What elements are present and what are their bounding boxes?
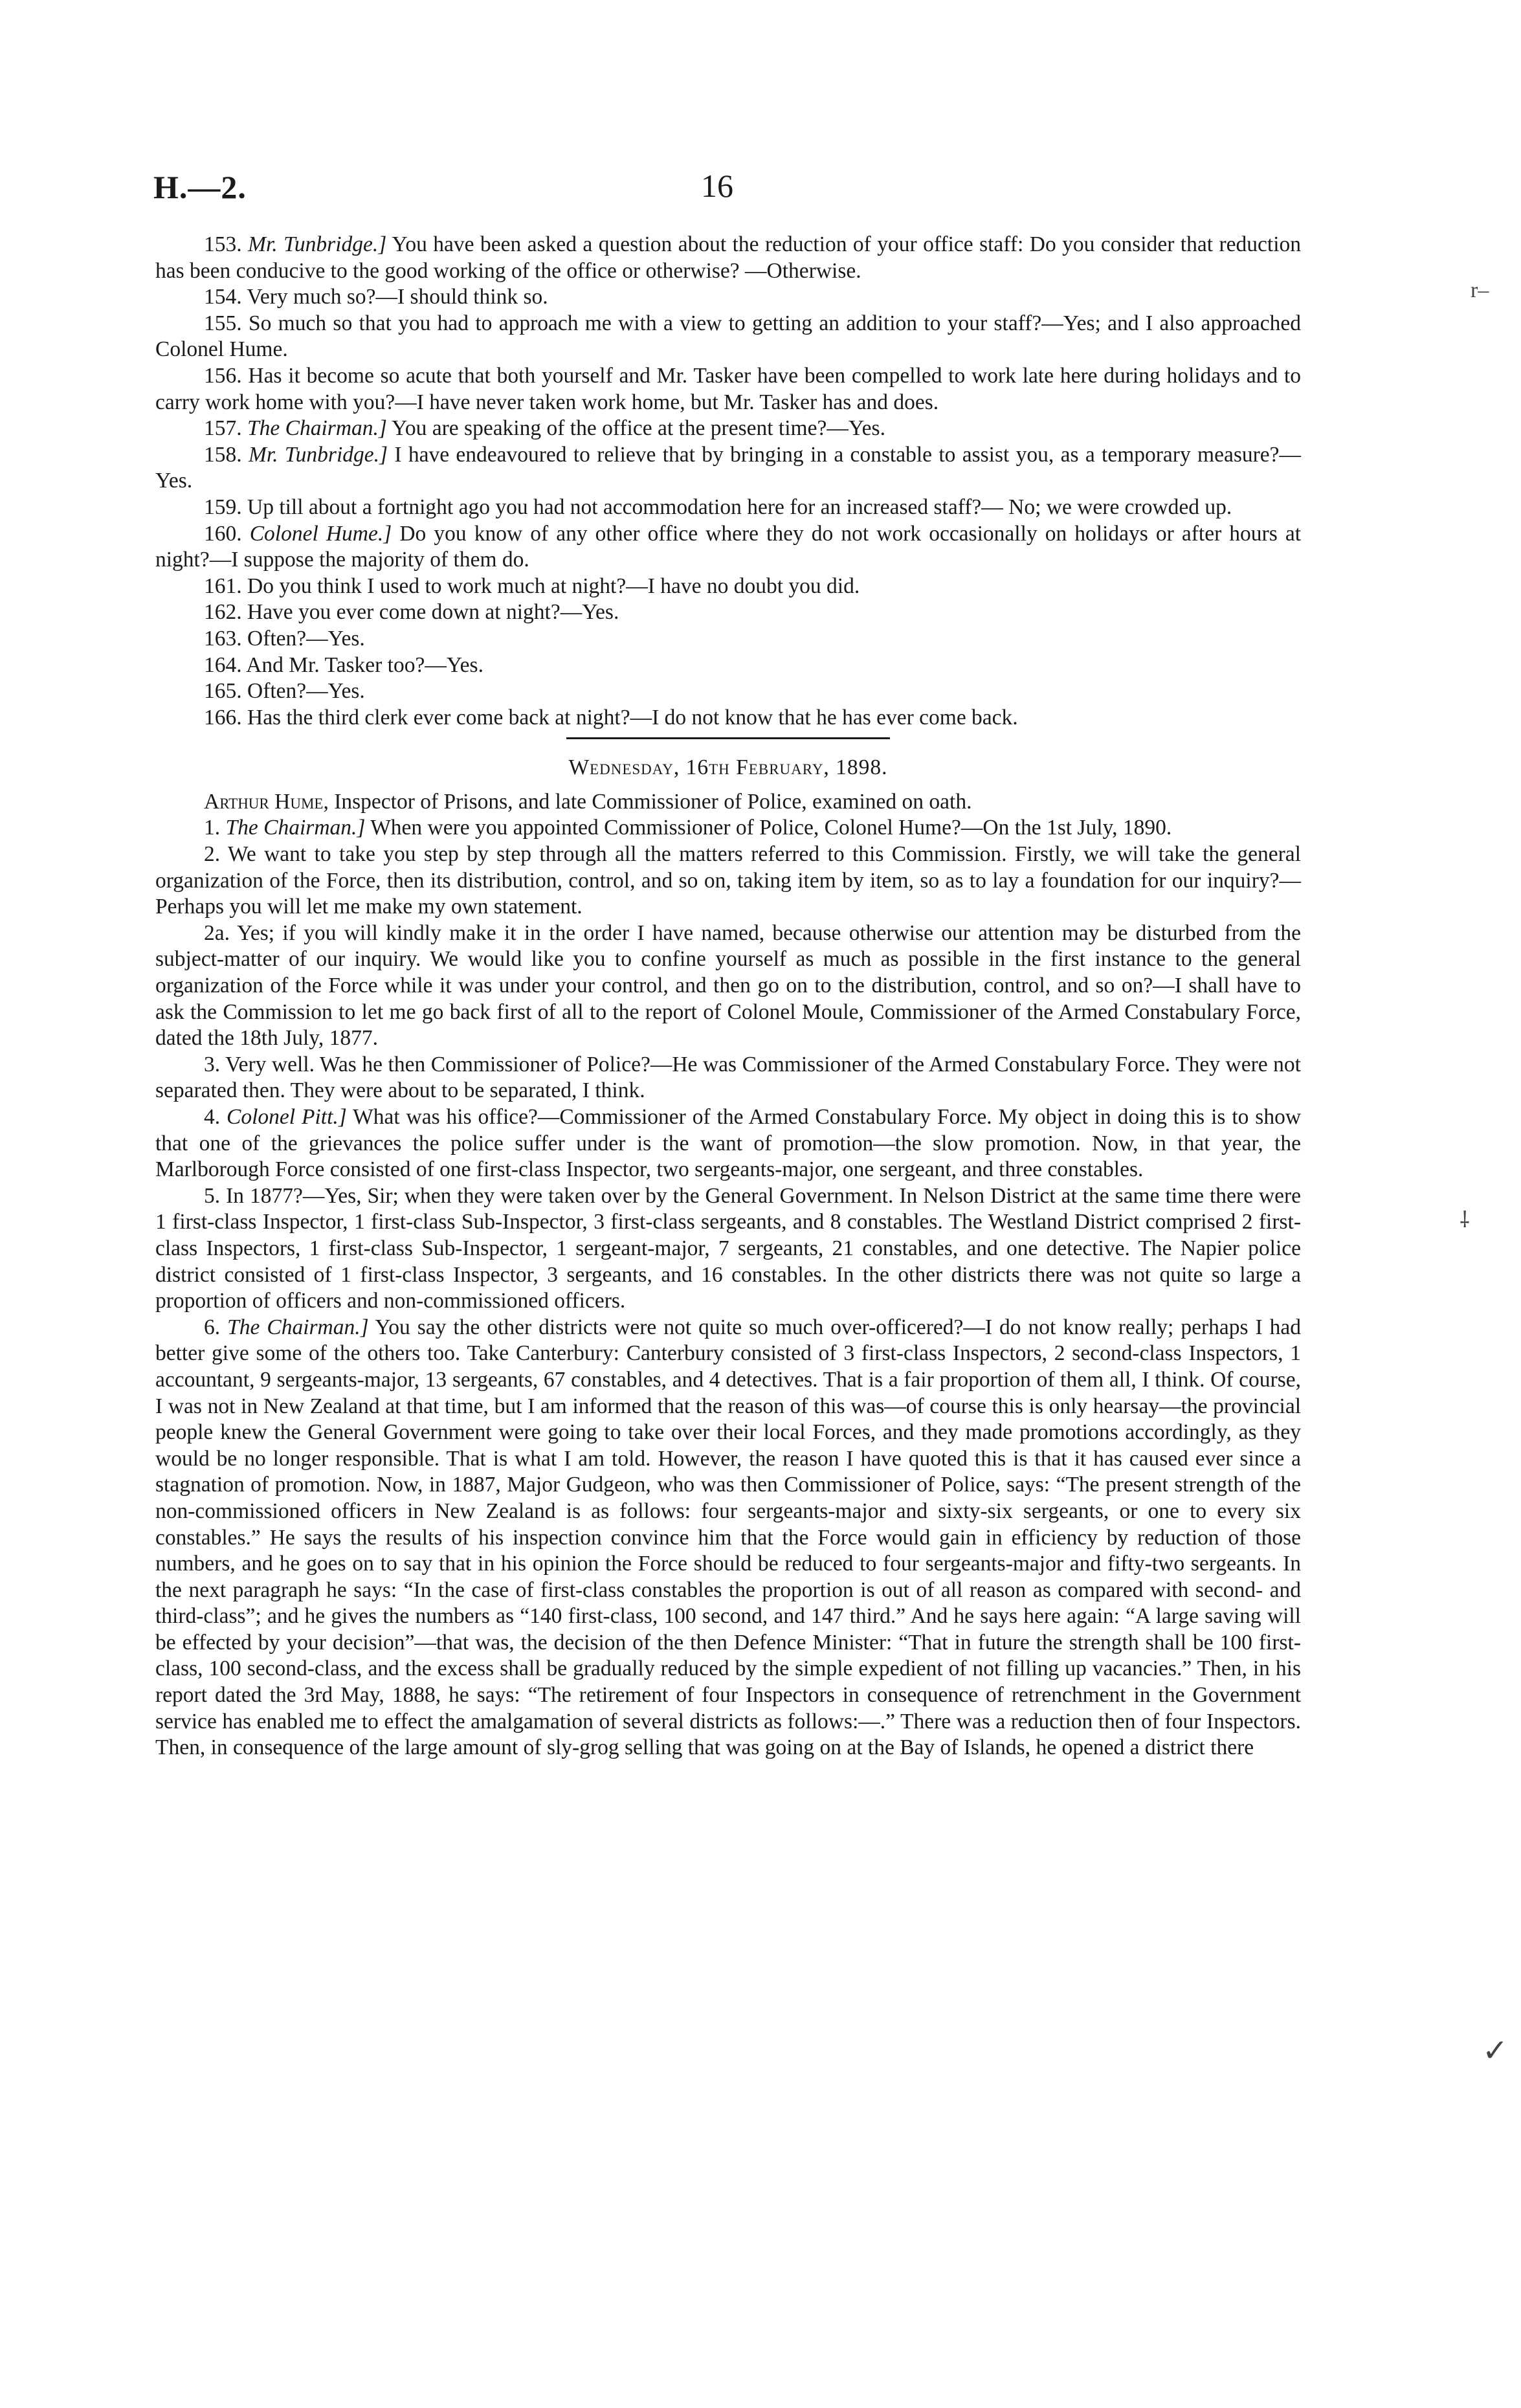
page-number: 16 <box>701 168 733 204</box>
speaker-name: The Chairman.] <box>227 1315 369 1339</box>
question-paragraph <box>155 842 1301 920</box>
question-paragraph <box>155 626 1301 652</box>
question-text: Up till about a fortnight ago you had not accommodation here for an increased staff?— No; we were crowded up. <box>247 495 1232 519</box>
margin-pencil-mark: r‒ <box>1471 278 1489 302</box>
evidence-section-continued <box>155 232 1301 731</box>
question-number: 166. <box>204 705 242 730</box>
question-paragraph <box>155 1183 1301 1315</box>
question-number: 154. <box>204 285 242 309</box>
speaker-name: The Chairman.] <box>247 416 387 441</box>
question-text: Has the third clerk ever come back at night?—I do not know that he has ever come back. <box>247 705 1018 730</box>
question-text: We want to take you step by step through all the matters referred to this Commission. Firstly, we will take the general organization of the Force, then its distribution, control, and so on, taking item by item, so as to lay a foundation for our inquiry?—Perhaps you will let me make my own statement. <box>155 842 1301 919</box>
question-paragraph <box>155 1315 1301 1761</box>
question-text: Very much so?—I should think so. <box>247 285 548 309</box>
question-number: 2. <box>204 842 221 867</box>
witness-name: Arthur Hume <box>204 789 324 814</box>
question-text: So much so that you had to approach me with a view to getting an addition to your staff?—Yes; and I also approached Colonel Hume. <box>155 311 1302 362</box>
question-text: In 1877?—Yes, Sir; when they were taken over by the General Government. In Nelson District at the same time there were 1 first-class Inspector, 1 first-class Sub-Inspector, 3 first-class sergeants, and 8 constables. The Westland District comprised 2 first-class Inspectors, 1 first-class Sub-Inspector, 1 sergeant-major, 7 sergeants, 21 constables, and one detective. The Napier police district consisted of 1 first-class Inspector, 3 sergeants, and 16 constables. In the other districts there was not quite so large a proportion of officers and non-commissioned officers. <box>155 1183 1301 1313</box>
question-paragraph <box>155 1104 1301 1183</box>
question-number: 5. <box>204 1183 221 1208</box>
page-body <box>155 232 1301 1761</box>
question-paragraph <box>155 442 1301 495</box>
margin-pencil-mark: ⸸ <box>1460 1209 1470 1232</box>
question-number: 4. <box>204 1105 221 1129</box>
question-paragraph <box>155 705 1301 731</box>
speaker-name: Colonel Hume.] <box>249 521 392 546</box>
question-number: 163. <box>204 626 242 651</box>
question-text: Yes; if you will kindly make it in the order I have named, because otherwise our attention may be disturbed from the subject-matter of our inquiry. We would like you to confine yourself as much as possible in the first instance to the general organization of the Force while it was under your control, and then go on to the distribution, control, and so on?—I shall have to ask the Commission to let me go back first of all to the report of Colonel Moule, Commissioner of the Armed Constabulary Force, dated the 18th July, 1877. <box>155 920 1301 1051</box>
speaker-name: Colonel Pitt.] <box>227 1105 347 1129</box>
question-paragraph <box>155 599 1301 626</box>
question-paragraph <box>155 521 1301 574</box>
margin-pencil-mark: ✓ <box>1482 2034 1509 2068</box>
witness-description: , Inspector of Prisons, and late Commissioner of Police, examined on oath. <box>323 789 972 814</box>
question-number: 159. <box>204 495 242 519</box>
question-paragraph <box>155 284 1301 311</box>
question-text: And Mr. Tasker too?—Yes. <box>246 652 483 677</box>
question-number: 158. <box>204 442 242 467</box>
page-reference: H.—2. <box>153 169 247 205</box>
session-date: Wednesday, 16th February, 1898. <box>568 755 888 780</box>
question-number: 164. <box>204 652 242 677</box>
question-text: You are speaking of the office at the present time?—Yes. <box>386 416 885 441</box>
question-text: Very well. Was he then Commissioner of Police?—He was Commissioner of the Armed Constabulary Force. They were not separated then. They were about to be separated, I think. <box>155 1052 1301 1103</box>
question-text: I have endeavoured to relieve that by bringing in a constable to assist you, as a temporary measure?—Yes. <box>155 442 1301 493</box>
question-text: You have been asked a question about the reduction of your office staff: Do you consider that reduction has been conducive to the good working of the office or otherwise? —Otherwise. <box>155 232 1301 283</box>
question-number: 161. <box>204 574 242 598</box>
witness-line <box>155 789 1301 816</box>
question-text: Often?—Yes. <box>247 679 365 704</box>
question-number: 2a. <box>204 920 230 945</box>
question-paragraph <box>155 920 1301 1052</box>
question-text: Has it become so acute that both yourself and Mr. Tasker have been compelled to work late here during holidays and to carry work home with you?—I have never taken work home, but Mr. Tasker has and does. <box>155 363 1302 414</box>
question-text: Do you know of any other office where they do not work occasionally on holidays or after hours at night?—I suppose the majority of them do. <box>155 521 1301 572</box>
question-text: When were you appointed Commissioner of Police, Colonel Hume?—On the 1st July, 1890. <box>365 816 1172 840</box>
speaker-name: The Chairman.] <box>225 816 366 840</box>
question-number: 165. <box>204 679 242 704</box>
question-paragraph <box>155 416 1301 442</box>
question-text: What was his office?—Commissioner of the Armed Constabulary Force. My object in doing this is to show that one of the grievances the police suffer under is the want of promotion—the slow promotion. Now, in that year, the Marlborough Force consisted of one first-class Inspector, two sergeants-major, one sergeant, and three constables. <box>155 1105 1302 1182</box>
question-text: You say the other districts were not quite so much over-officered?—I do not know really; perhaps I had better give some of the others too. Take Canterbury: Canterbury consisted of 3 first-class Inspectors, 2 second-class Inspectors, 1 accountant, 9 sergeants-major, 13 sergeants, 67 constables, and 4 detectives. That is a fair proportion of them all, I think. Of course, I was not in New Zealand at that time, but I am informed that the reason of this was—of course this is only hearsay—the provincial people knew the General Government were going to take over their local Forces, and they made promotions accordingly, as they would be no longer responsible. That is what I am told. However, the reason I have quoted this is that it has caused ever since a stagnation of promotion. Now, in 1887, Major Gudgeon, who was then Commissioner of Police, says: “The present strength of the non-commissioned officers in New Zealand is as follows: four sergeants-major and sixty-six sergeants, or one to every six constables.” He says the results of his inspection convince him that the Force would gain in efficiency by reduction of those numbers, and he goes on to say that in his opinion the Force should be reduced to four sergeants-major and fifty-two sergeants. In the next paragraph he says: “In the case of first-class constables the proportion is out of all reason as compared with second- and third-class”; and he gives the numbers as “140 first-class, 100 second, and 147 third.” And he says here again: “A large saving will be effected by your decision”—that was, the decision of the then Defence Minister: “That in future the strength shall be 100 first-class, 100 second-class, and the excess shall be gradually reduced by the simple expedient of not filling up vacancies.” Then, in his report dated the 3rd May, 1888, he says: “The retirement of four Inspectors in consequence of retrenchment in the Government service has enabled me to effect the amalgamation of several districts as follows:—.” There was a reduction then of four Inspectors. Then, in consequence of the large amount of sly-grog selling that was going on at the Bay of Islands, he opened a district there <box>155 1315 1302 1760</box>
question-paragraph <box>155 1052 1301 1104</box>
question-paragraph <box>155 652 1301 679</box>
question-paragraph <box>155 815 1301 842</box>
question-number: 157. <box>204 416 242 441</box>
question-text: Do you think I used to work much at night?—I have no doubt you did. <box>247 574 860 598</box>
question-number: 153. <box>204 232 242 256</box>
question-paragraph <box>155 232 1301 284</box>
question-text: Have you ever come down at night?—Yes. <box>247 600 619 625</box>
question-paragraph <box>155 363 1301 416</box>
question-text: Often?—Yes. <box>247 626 365 651</box>
question-number: 156. <box>204 363 242 388</box>
speaker-name: Mr. Tunbridge.] <box>248 442 388 467</box>
question-number: 6. <box>204 1315 221 1339</box>
question-paragraph <box>155 678 1301 705</box>
question-paragraph <box>155 574 1301 600</box>
question-number: 155. <box>204 311 242 335</box>
evidence-section-new <box>155 815 1301 1761</box>
section-divider <box>566 737 890 739</box>
question-number: 3. <box>204 1052 221 1076</box>
speaker-name: Mr. Tunbridge.] <box>248 232 387 256</box>
question-paragraph <box>155 311 1301 363</box>
question-number: 162. <box>204 600 242 625</box>
question-number: 1. <box>204 816 221 840</box>
question-paragraph <box>155 495 1301 521</box>
question-number: 160. <box>204 521 242 546</box>
